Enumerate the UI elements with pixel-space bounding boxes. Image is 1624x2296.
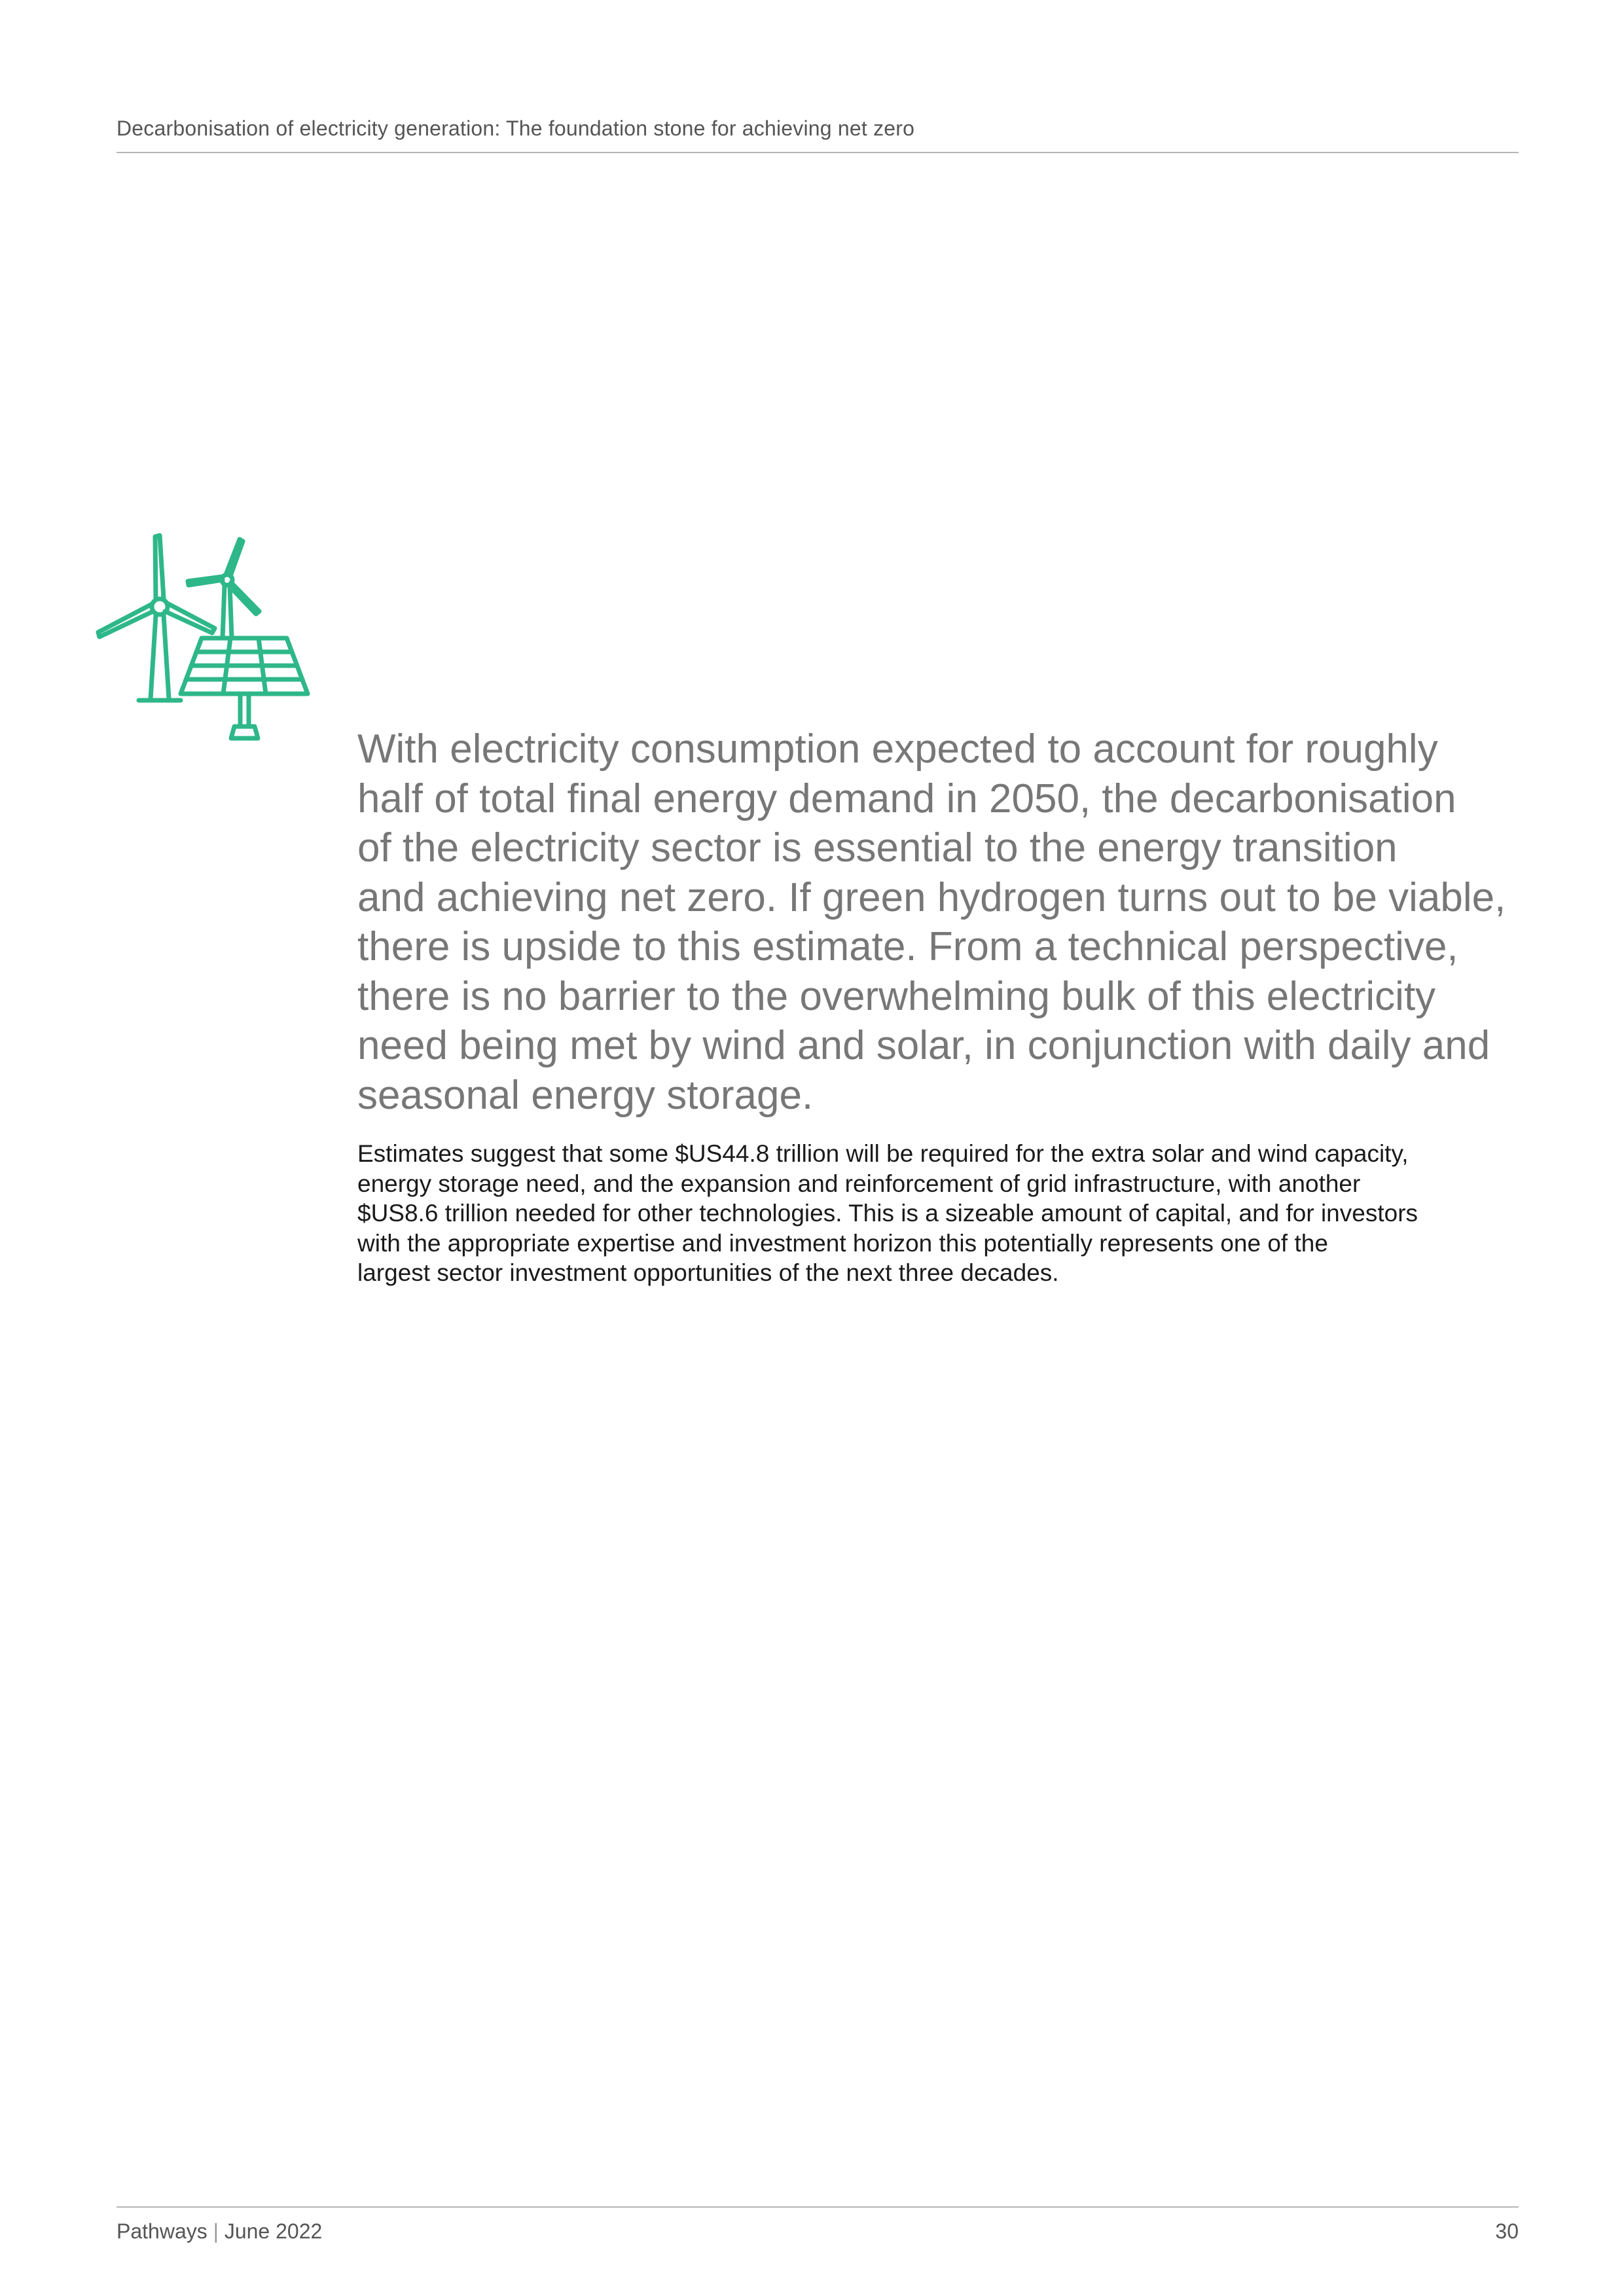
lead-line: need being met by wind and solar, in conjunction with daily and <box>357 1023 1490 1068</box>
lead-line: half of total final energy demand in 2050, the decarbonisation <box>357 776 1456 821</box>
lead-line: there is upside to this estimate. From a technical perspective, <box>357 924 1458 969</box>
publication-date: June 2022 <box>224 2219 323 2243</box>
body-line: $US8.6 trillion needed for other technologies. This is a sizeable amount of capital, and for investors <box>357 1200 1418 1227</box>
footer-publication-info <box>117 2219 322 2244</box>
footer-separator: | <box>213 2219 219 2243</box>
wind-turbines-and-solar-panel-icon <box>92 530 314 746</box>
lead-line: and achieving net zero. If green hydrogen turns out to be viable, <box>357 874 1506 920</box>
body-paragraph <box>357 1139 1529 1288</box>
page-header <box>117 113 1519 153</box>
lead-line: there is no barrier to the overwhelming bulk of this electricity <box>357 973 1436 1019</box>
page-number: 30 <box>1495 2219 1519 2243</box>
lead-line: seasonal energy storage. <box>357 1072 814 1118</box>
lead-paragraph <box>357 725 1529 1120</box>
lead-line: of the electricity sector is essential to the energy transition <box>357 825 1398 870</box>
page-footer <box>117 2206 1519 2247</box>
header-title: Decarbonisation of electricity generation: The foundation stone for achieving net zero <box>117 117 915 140</box>
lead-line: With electricity consumption expected to account for roughly <box>357 726 1438 772</box>
body-line: with the appropriate expertise and investment horizon this potentially represents one of the <box>357 1229 1328 1257</box>
body-line: energy storage need, and the expansion and reinforcement of grid infrastructure, with another <box>357 1170 1361 1197</box>
publication-name: Pathways <box>117 2219 208 2243</box>
body-line: largest sector investment opportunities of the next three decades. <box>357 1259 1059 1286</box>
body-line: Estimates suggest that some $US44.8 trillion will be required for the extra solar and wind capacity, <box>357 1140 1409 1167</box>
